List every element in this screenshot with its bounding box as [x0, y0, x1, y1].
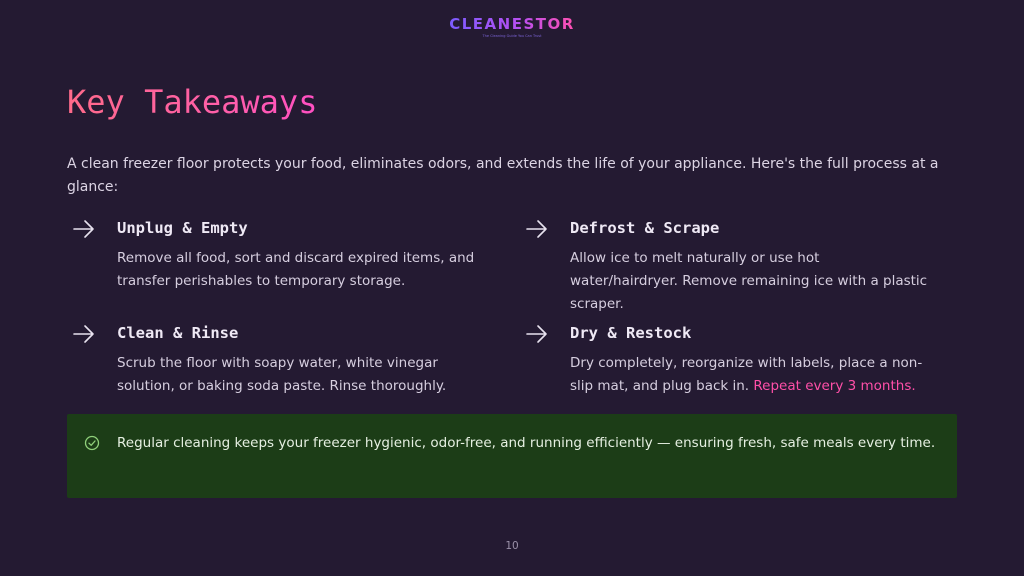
slide-title: Key Takeaways [67, 80, 317, 124]
repeat-frequency-highlight: Repeat every 3 months. [753, 378, 916, 394]
takeaway-description: Scrub the floor with soapy water, white vinegar solution, or baking soda paste. Rinse thoroughly. [117, 355, 447, 394]
logo-tagline: The Cleaning Guide You Can Trust [482, 34, 542, 38]
takeaway-description: Remove all food, sort and discard expired items, and transfer perishables to temporary storage. [117, 250, 475, 289]
takeaway-title: Dry & Restock [570, 324, 692, 342]
arrow-right-icon [72, 322, 96, 346]
takeaway-description-text: Dry completely, reorganize with labels, place a non-slip mat, and plug back in. [570, 355, 923, 394]
arrow-right-icon [72, 217, 96, 241]
page-number: 10 [505, 540, 519, 552]
takeaway-description: Allow ice to melt naturally or use hot water/hairdryer. Remove remaining ice with a plastic scraper. [570, 250, 928, 312]
takeaway-description [570, 352, 930, 398]
callout-text: Regular cleaning keeps your freezer hygienic, odor-free, and running efficiently — ensuring fresh, safe meals every time. [117, 435, 936, 451]
takeaway-title: Clean & Rinse [117, 324, 239, 342]
check-circle-icon [84, 435, 100, 451]
takeaway-title: Defrost & Scrape [570, 219, 720, 237]
summary-callout [67, 414, 957, 498]
arrow-right-icon [525, 322, 549, 346]
intro-text: A clean freezer floor protects your food, eliminates odors, and extends the life of your appliance. Here's the full process at a glance: [67, 156, 939, 195]
brand-logo [0, 14, 1024, 39]
takeaway-title: Unplug & Empty [117, 219, 248, 237]
arrow-right-icon [525, 217, 549, 241]
logo-wordmark: CLEANESTOR [449, 15, 575, 33]
